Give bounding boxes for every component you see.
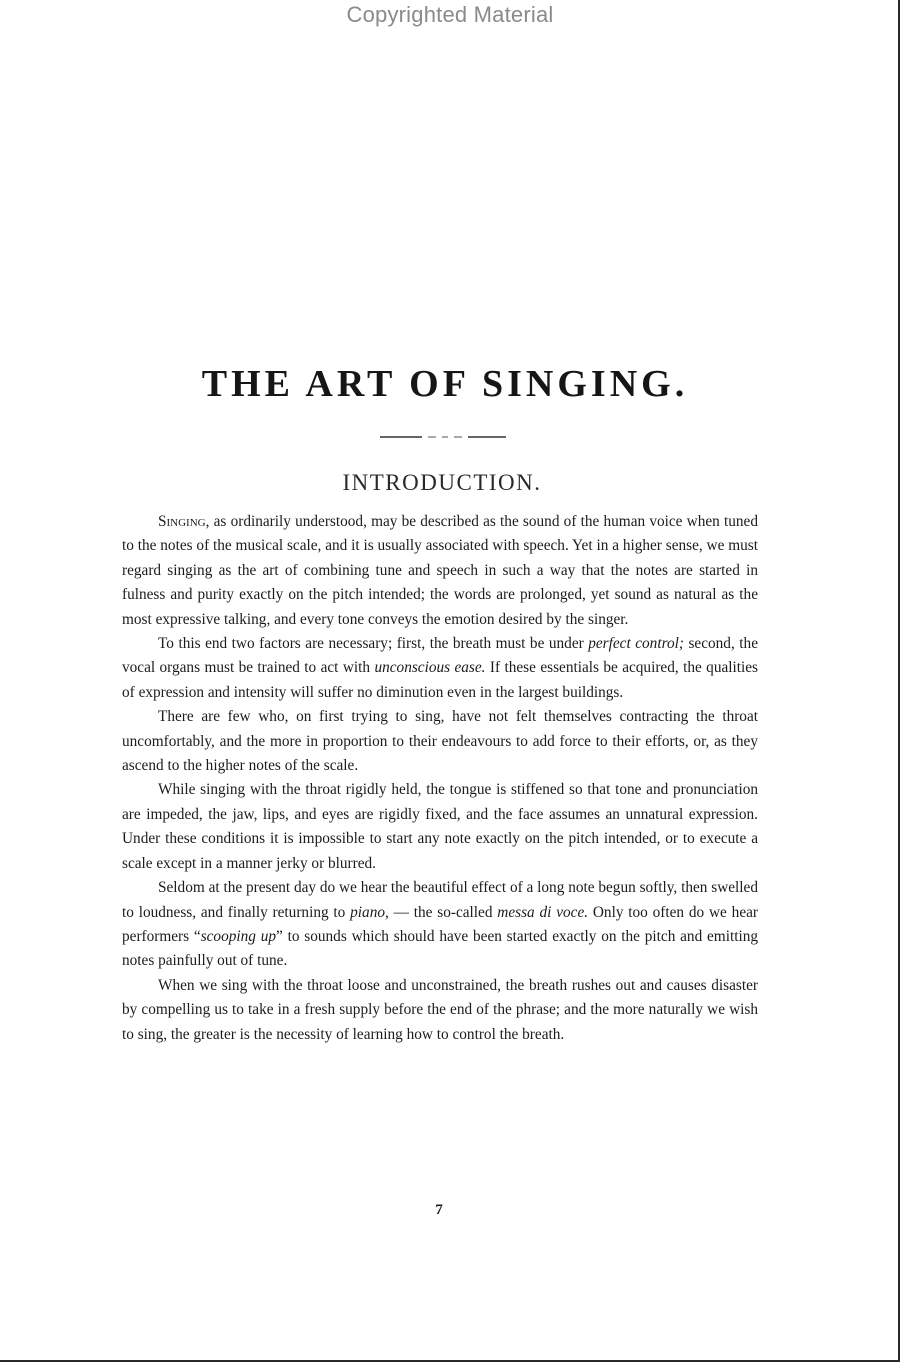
page-number: 7	[435, 1202, 443, 1218]
paragraph-2-text-b: second, the vocal organs must be trained to act with	[122, 635, 758, 677]
paragraph-2-text-c: If these essentials be acquired, the qualities of expression and intensity will suffer no diminution even in the largest buildings.	[122, 659, 759, 701]
emphasis-piano: piano,	[350, 903, 389, 921]
emphasis-messa-di-voce: messa di voce.	[497, 903, 589, 921]
paragraph-5-text-a: Seldom at the present day do we hear the beautiful effect of a long note begun softly, then swelled to loudness, and finally returning to	[122, 879, 758, 921]
paragraph-5	[122, 876, 758, 974]
paragraph-5-text-c: Only too often do we hear performers “	[122, 903, 758, 945]
title-divider-ornament	[380, 432, 506, 442]
paragraph-5-text-d: ” to sounds which should have been started exactly on the pitch and emitting notes painfully out of tune.	[122, 927, 758, 970]
emphasis-unconscious-ease: unconscious ease.	[374, 659, 486, 677]
emphasis-perfect-control: perfect control;	[588, 635, 684, 653]
paragraph-4: While singing with the throat rigidly held, the tongue is stiffened so that tone and pronunciation are impeded, the jaw, lips, and eyes are rigidly fixed, and the face assumes an unnatural expression. Under these conditions it is impossible to start any note exactly on the pitch intended, or to execute a scale except in a manner jerky or blurred.	[122, 781, 758, 872]
paragraph-1	[122, 510, 758, 632]
paragraph-2-text-a: To this end two factors are necessary; first, the breath must be under	[158, 635, 589, 653]
paragraph-2	[122, 632, 758, 705]
section-heading: INTRODUCTION.	[342, 470, 542, 495]
paragraph-3: There are few who, on first trying to sing, have not felt themselves contracting the throat uncomfortably, and the more in proportion to their endeavours to add force to their efforts, or, as they ascend to the higher notes of the scale.	[122, 708, 758, 775]
copyright-watermark: Copyrighted Material	[346, 2, 554, 27]
paragraph-6: When we sing with the throat loose and unconstrained, the breath rushes out and causes disaster by compelling us to take in a fresh supply before the end of the phrase; and the more naturally we wish to sing, the greater is the necessity of learning how to control the breath.	[122, 976, 758, 1043]
body-text	[122, 510, 758, 1047]
paragraph-5-text-b: — the so-called	[388, 903, 498, 921]
page-title: THE ART OF SINGING.	[201, 363, 689, 405]
paragraph-1-text: as ordinarily understood, may be described as the sound of the human voice when tuned to the notes of the musical scale, and it is usually associated with speech. Yet in a higher sense, we must regard singing as the art of combining tune and speech in such a way that the notes are started in fulness and purity exactly on the pitch intended; the words are prolonged, yet sound as natural as the most expressive talking, and every tone conveys the emotion desired by the singer.	[122, 513, 758, 628]
emphasis-scooping-up: scooping up	[200, 927, 277, 945]
lead-word: Singing,	[158, 513, 210, 530]
